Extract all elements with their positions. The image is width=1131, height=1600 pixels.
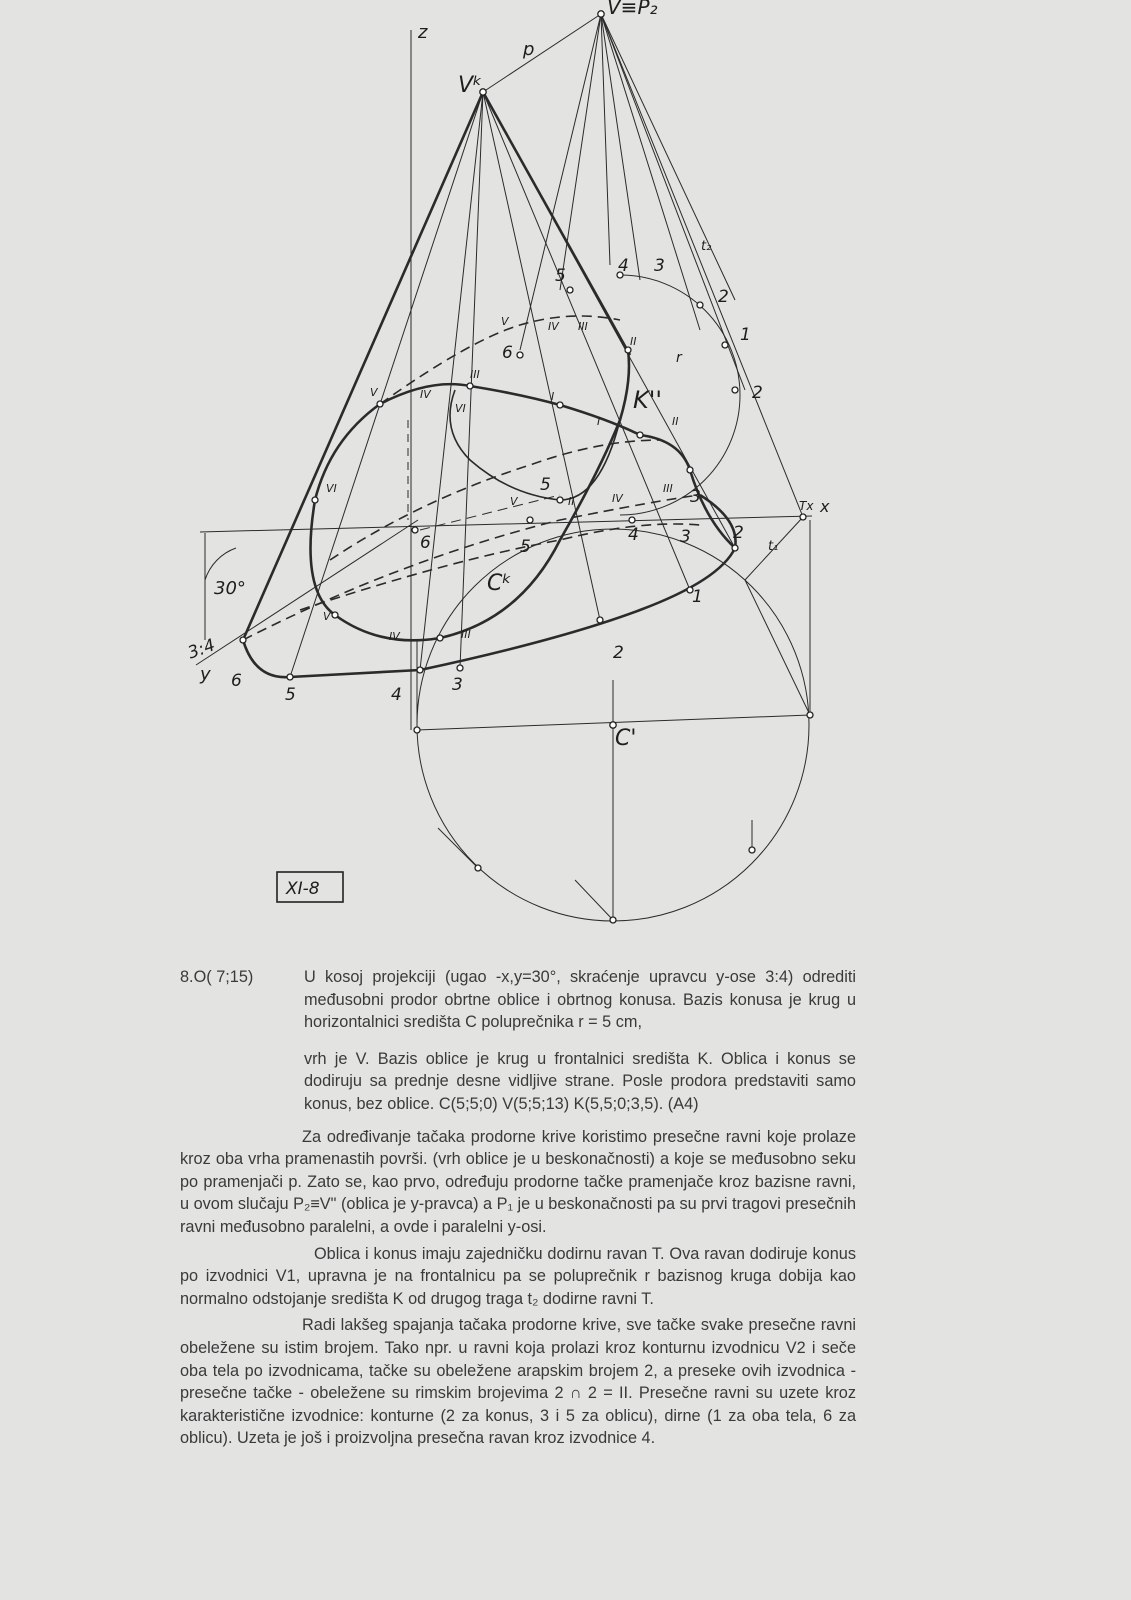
label-t2: t₂	[701, 239, 712, 254]
svg-text:5: 5	[285, 685, 296, 705]
svg-text:1: 1	[692, 587, 703, 607]
svg-text:6: 6	[420, 533, 431, 553]
label-ck: Cᵏ	[487, 571, 512, 596]
svg-text:II: II	[630, 335, 637, 348]
paragraph-3: Radi lakšeg spajanja tačaka prodorne krive, sve tačke svake presečne ravni obeležene su istim brojem. Tako npr. u ravni koja prolazi kroz konturnu izvodnicu V2 i seče oba tela po izvodnicama, tačke su obeležene arapskim brojem 2, a preseke ovih izvodnica - presečne tačke - obeležene su rimskim brojevima 2 ∩ 2 = II. Presečne ravni su uzete kroz karakteristične izvodnice: konturne (2 za konus, 3 i 5 za oblicu), dirne (1 za oba tela, 6 za oblicu). Uzeta je još i proizvoljna presečna ravan kroz izvodnice 4.	[180, 1316, 856, 1448]
label-vertex-v: V≡P₂	[607, 0, 658, 19]
svg-text:VI: VI	[326, 482, 337, 495]
svg-text:3: 3	[680, 527, 691, 547]
svg-text:6: 6	[502, 343, 513, 363]
problem-text	[180, 966, 856, 1450]
cone-contour-left	[243, 92, 483, 640]
svg-text:2: 2	[752, 383, 763, 403]
svg-text:III: III	[578, 320, 588, 333]
svg-text:II: II	[672, 415, 679, 428]
label-vertex-vk: Vᵏ	[458, 73, 483, 98]
problem-statement-continued: vrh je V. Bazis oblice je krug u frontalnici središta K. Oblica i konus se dodiruju sa prednje desne vidljive strane. Posle prodora predstaviti samo konus, bez oblice. C(5;5;0) V(5;5;13) K(5,5;0;3,5). (A4)	[304, 1049, 856, 1113]
intersection-curve-lower	[311, 350, 630, 640]
label-t1: t₁	[768, 539, 779, 554]
label-p: p	[523, 39, 535, 60]
svg-text:I: I	[597, 415, 601, 428]
svg-text:4: 4	[628, 525, 639, 545]
svg-text:V: V	[323, 610, 331, 623]
label-z: z	[418, 22, 428, 43]
paragraph-1: Za određivanje tačaka prodorne krive koristimo presečne ravni koje prolaze kroz oba vrha pramenastih površi. (vrh oblice je u beskonačnosti) a koje se međusobno seku po pramenjači p. Zato se, kao prvo, određuju prodorne tačke pramenjače kroz bazisne ravni, u ovom slučaju P₂≡V" (oblica je y-pravca) a P₁ je u beskonačnosti pa su prvi tragovi presečnih ravni međusobno paralelni, a ovde i paralelni y-osi.	[180, 1127, 856, 1236]
paragraph-2: Oblica i konus imaju zajedničku dodirnu ravan T. Ova ravan dodiruje konus po izvodnici V1, upravna je na frontalnicu pa se poluprečnik r bazisnog kruga dobija kao normalno odstojanje središta K od drugog traga t₂ dodirne ravni T.	[180, 1244, 856, 1308]
label-angle: 30°	[214, 578, 246, 599]
line-p	[483, 14, 601, 92]
svg-text:IV: IV	[548, 320, 559, 333]
label-r: r	[676, 350, 682, 366]
svg-text:V: V	[370, 386, 378, 399]
label-tx: Tx	[799, 499, 814, 513]
svg-text:6: 6	[231, 671, 242, 691]
svg-text:III: III	[461, 628, 471, 641]
svg-text:5: 5	[540, 475, 551, 495]
svg-text:V: V	[510, 495, 518, 508]
svg-text:3: 3	[654, 256, 665, 276]
svg-text:2: 2	[613, 643, 624, 663]
label-ratio: 3:4	[185, 635, 218, 664]
label-y: y	[200, 664, 211, 685]
problem-statement: U kosoj projekciji (ugao -x,y=30°, skraćenje upravcu y-ose 3:4) odrediti međusobni prodor obrtne oblice i obrtnog konusa. Bazis konusa je krug u horizontalnici središta C poluprečnika r = 5 cm,	[304, 968, 856, 1032]
svg-text:III: III	[470, 368, 480, 381]
label-k2: K''	[633, 386, 662, 414]
svg-text:VI: VI	[455, 402, 466, 415]
point-tx	[800, 514, 806, 520]
vertex-v	[598, 11, 604, 17]
svg-text:4: 4	[618, 256, 629, 276]
svg-text:IV: IV	[420, 388, 431, 401]
label-c1: C'	[615, 726, 637, 751]
angle-arc	[205, 548, 236, 580]
svg-text:IV: IV	[612, 492, 623, 505]
svg-text:5: 5	[520, 537, 531, 557]
problem-row	[180, 966, 856, 1034]
svg-text:III: III	[663, 482, 673, 495]
svg-text:I: I	[551, 390, 555, 403]
svg-text:5: 5	[555, 266, 566, 286]
problem-number: 8.O( 7;15)	[180, 968, 254, 986]
svg-text:2: 2	[733, 523, 744, 543]
svg-text:2: 2	[718, 287, 729, 307]
svg-text:3: 3	[690, 487, 701, 507]
figure-id-label: XI-8	[286, 879, 320, 899]
label-x: x	[820, 497, 830, 516]
svg-text:V: V	[501, 315, 509, 328]
svg-text:3: 3	[452, 675, 463, 695]
svg-text:II: II	[568, 495, 575, 508]
svg-text:1: 1	[740, 325, 751, 345]
svg-text:4: 4	[391, 685, 402, 705]
svg-text:IV: IV	[389, 630, 400, 643]
